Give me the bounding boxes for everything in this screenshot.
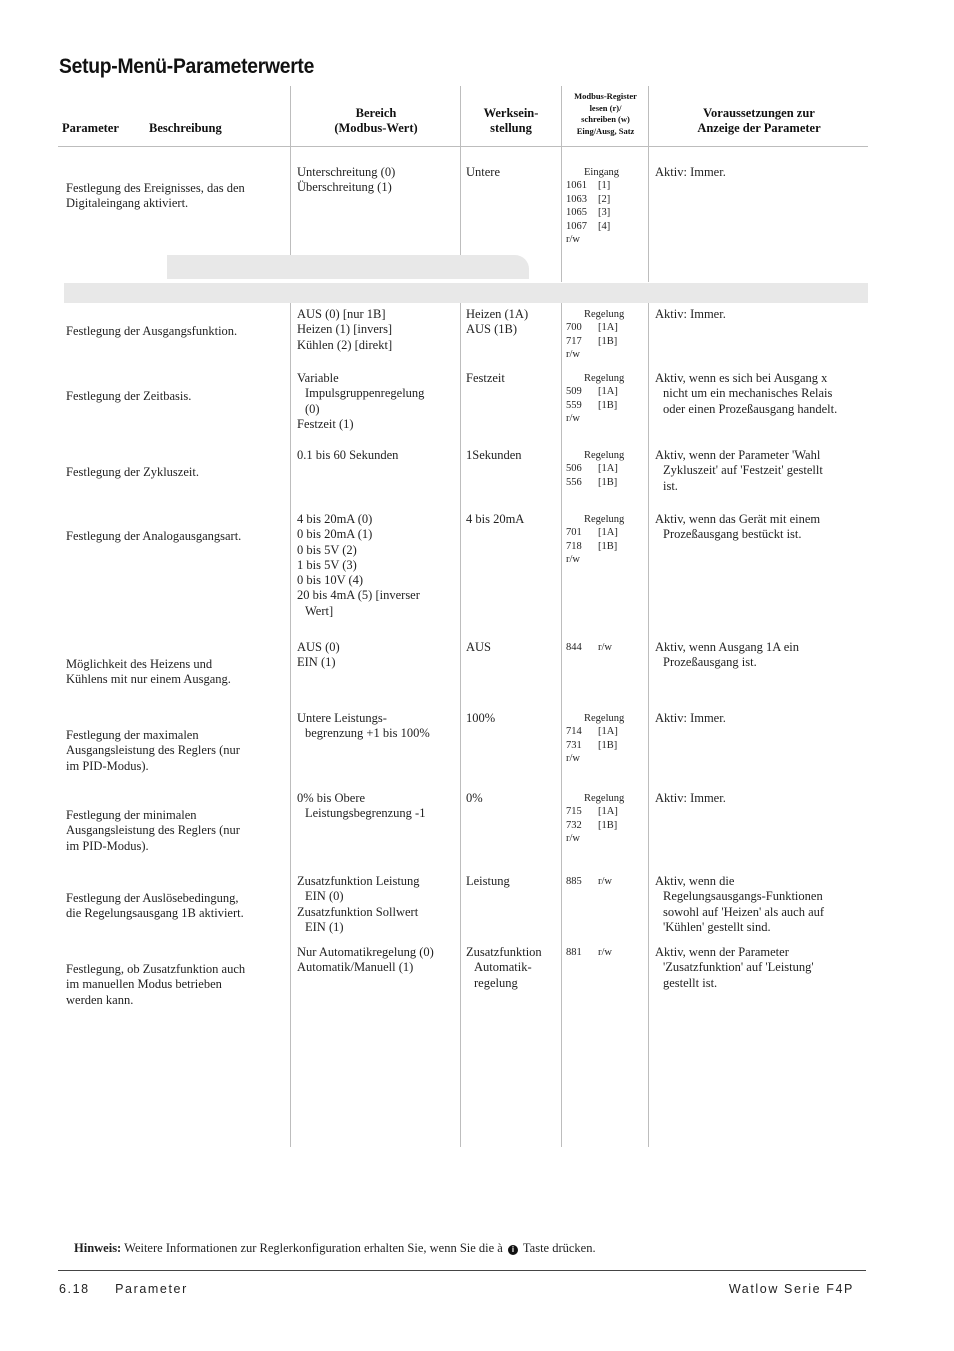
description-line: Festlegung der Ausgangsfunktion.	[66, 324, 238, 338]
condition-line: Aktiv, wenn der Parameter 'Wahl	[655, 448, 821, 462]
row-conditions	[655, 711, 867, 726]
condition-line: Zykluszeit' auf 'Festzeit' gestellt	[663, 463, 823, 478]
description-line: Festlegung der Zeitbasis.	[66, 389, 192, 403]
modbus-register	[566, 179, 646, 192]
note-label: Hinweis:	[74, 1241, 122, 1255]
modbus-group: Regelung	[584, 793, 625, 804]
condition-line: Aktiv: Immer.	[655, 165, 726, 179]
register-number: 885	[566, 876, 582, 887]
register-number: 559	[566, 399, 582, 411]
description-line: Festlegung der Analogausgangsart.	[66, 529, 242, 543]
row-modbus	[566, 166, 646, 246]
default-line: Leistung	[466, 874, 510, 888]
range-line: Zusatzfunktion Leistung	[297, 874, 420, 888]
default-line: regelung	[474, 975, 518, 990]
section-tab-placeholder	[167, 255, 529, 279]
condition-line: Aktiv, wenn der Parameter	[655, 945, 789, 959]
modbus-access: r/w	[566, 234, 580, 246]
condition-line: Aktiv, wenn das Gerät mit einem	[655, 512, 821, 526]
default-line: 1Sekunden	[466, 448, 522, 462]
register-instance: [1A]	[598, 322, 618, 334]
condition-line: Aktiv: Immer.	[655, 711, 726, 725]
modbus-register	[566, 526, 646, 539]
row-description	[66, 728, 286, 774]
row-conditions	[655, 512, 867, 543]
register-number: 700	[566, 322, 582, 334]
description-line: Festlegung, ob Zusatzfunktion auch	[66, 962, 246, 976]
range-line: 0.1 bis 60 Sekunden	[297, 448, 399, 462]
row-modbus	[566, 946, 646, 959]
modbus-access: r/w	[566, 753, 580, 765]
modbus-register	[566, 321, 646, 334]
range-line: Variable	[297, 371, 339, 385]
range-line: (0)	[305, 401, 320, 416]
modbus-register	[566, 385, 646, 398]
condition-line: 'Zusatzfunktion' auf 'Leistung'	[663, 960, 814, 975]
modbus-group: Regelung	[584, 514, 625, 525]
row-description	[66, 181, 286, 212]
modbus-register	[566, 540, 646, 553]
modbus-register	[566, 206, 646, 219]
description-line: Digitaleingang aktiviert.	[66, 196, 189, 211]
modbus-register	[566, 805, 646, 818]
header-modbus-line: Modbus-Register	[574, 91, 637, 101]
note-text: Weitere Informationen zur Reglerkonfiguration erhalten Sie, wenn Sie die à	[124, 1241, 503, 1255]
row-modbus	[566, 372, 646, 426]
header-range	[291, 106, 461, 136]
row-description	[66, 529, 286, 544]
description-line: im PID-Modus).	[66, 758, 149, 773]
header-description: Beschreibung	[149, 121, 222, 135]
register-number: 1065	[566, 207, 587, 219]
default-line: Heizen (1A)	[466, 307, 529, 321]
range-line: Wert]	[305, 603, 334, 618]
register-number: 1067	[566, 220, 587, 232]
modbus-register	[566, 739, 646, 752]
condition-line: 'Kühlen' gestellt sind.	[663, 919, 771, 934]
note	[74, 1241, 596, 1256]
header-modbus-line: Eing/Ausg, Satz	[576, 125, 635, 136]
row-conditions	[655, 640, 867, 671]
register-instance: [1A]	[598, 806, 618, 818]
header-modbus-line: lesen (r)/	[589, 102, 622, 113]
condition-line: Aktiv: Immer.	[655, 791, 726, 805]
column-divider	[460, 303, 461, 1147]
register-number: 717	[566, 335, 582, 347]
description-line: Kühlens mit nur einem Ausgang.	[66, 672, 231, 687]
register-number: 715	[566, 806, 582, 818]
row-modbus	[566, 308, 646, 362]
condition-line: Aktiv, wenn Ausgang 1A ein	[655, 640, 799, 654]
row-description	[66, 962, 286, 1008]
register-instance: [1A]	[598, 463, 618, 475]
description-line: Möglichkeit des Heizens und	[66, 657, 213, 671]
modbus-register	[566, 946, 646, 959]
row-range	[297, 165, 457, 196]
condition-line: oder einen Prozeßausgang handelt.	[663, 401, 838, 416]
register-instance: r/w	[598, 876, 612, 887]
register-number: 731	[566, 739, 582, 751]
row-range	[297, 874, 457, 935]
range-line: 1 bis 5V (3)	[297, 557, 357, 572]
register-number: 1063	[566, 193, 587, 205]
register-instance: [1B]	[598, 540, 618, 552]
range-line: EIN (1)	[305, 919, 344, 934]
range-line: Unterschreitung (0)	[297, 165, 396, 179]
register-instance: r/w	[598, 947, 612, 958]
row-conditions	[655, 945, 867, 991]
section-band	[64, 283, 868, 303]
range-line: Untere Leistungs-	[297, 711, 387, 725]
header-conditions	[649, 106, 869, 136]
row-description	[66, 891, 286, 922]
range-line: 0 bis 5V (2)	[297, 542, 357, 557]
description-line: Festlegung des Ereignisses, das den	[66, 181, 245, 195]
row-conditions	[655, 791, 867, 806]
default-line: Festzeit	[466, 371, 505, 385]
description-line: Festlegung der maximalen	[66, 728, 199, 742]
modbus-register	[566, 875, 646, 888]
register-instance: [1]	[598, 180, 611, 192]
modbus-access: r/w	[566, 413, 580, 425]
register-number: 506	[566, 463, 582, 475]
column-divider	[290, 303, 291, 1147]
range-line: Nur Automatikregelung (0)	[297, 945, 434, 959]
register-instance: [4]	[598, 220, 611, 232]
range-line: Impulsgruppenregelung	[305, 386, 425, 401]
register-instance: [2]	[598, 193, 611, 205]
register-instance: [1A]	[598, 386, 618, 398]
row-default	[466, 371, 561, 386]
header-modbus-line: schreiben (w)	[581, 114, 630, 124]
description-line: die Regelungsausgang 1B aktiviert.	[66, 906, 244, 921]
row-range	[297, 448, 457, 463]
register-instance: [1B]	[598, 335, 618, 347]
description-line: werden kann.	[66, 992, 134, 1007]
condition-line: Aktiv, wenn es sich bei Ausgang x	[655, 371, 828, 385]
register-number: 714	[566, 726, 582, 738]
header-default-line: Werksein-	[483, 106, 539, 120]
modbus-group: Regelung	[584, 373, 625, 384]
footer-left: 6.18 Parameter	[59, 1282, 188, 1296]
register-number: 718	[566, 540, 582, 552]
info-icon: i	[508, 1245, 518, 1255]
modbus-group: Eingang	[584, 167, 619, 178]
header-parameter: Parameter	[62, 121, 119, 135]
modbus-register	[566, 462, 646, 475]
condition-line: Aktiv, wenn die	[655, 874, 735, 888]
register-instance: [3]	[598, 207, 611, 219]
description-line: Festlegung der minimalen	[66, 808, 197, 822]
condition-line: Prozeßausgang ist.	[663, 655, 757, 670]
register-instance: [1B]	[598, 399, 618, 411]
register-instance: [1B]	[598, 819, 618, 831]
row-range	[297, 640, 457, 671]
row-default	[466, 874, 561, 889]
condition-line: nicht um ein mechanisches Relais	[663, 386, 833, 401]
row-range	[297, 371, 457, 432]
row-range	[297, 307, 457, 353]
range-line: Automatik/Manuell (1)	[297, 960, 414, 975]
row-range	[297, 512, 457, 619]
register-instance: r/w	[598, 642, 612, 653]
range-line: EIN (0)	[305, 889, 344, 904]
modbus-access: r/w	[566, 833, 580, 845]
range-line: begrenzung +1 bis 100%	[305, 726, 430, 741]
default-line: Untere	[466, 165, 501, 179]
modbus-access: r/w	[566, 349, 580, 361]
register-number: 556	[566, 476, 582, 488]
modbus-register	[566, 335, 646, 348]
row-modbus	[566, 792, 646, 846]
modbus-group: Regelung	[584, 450, 625, 461]
header-default	[461, 106, 561, 136]
modbus-register	[566, 220, 646, 233]
row-default	[466, 307, 561, 338]
description-line: Festlegung der Zykluszeit.	[66, 465, 199, 479]
header-default-line: stellung	[490, 121, 532, 135]
header-modbus	[562, 91, 649, 137]
modbus-register	[566, 725, 646, 738]
default-line: 0%	[466, 791, 483, 805]
row-modbus	[566, 513, 646, 567]
row-description	[66, 657, 286, 688]
header-range-line: (Modbus-Wert)	[334, 121, 418, 135]
row-description	[66, 808, 286, 854]
header-range-line: Bereich	[355, 106, 397, 120]
modbus-group: Regelung	[584, 309, 625, 320]
register-number: 732	[566, 819, 582, 831]
default-line: Automatik-	[474, 960, 532, 975]
header-conditions-line: Voraussetzungen zur	[703, 106, 815, 120]
range-line: EIN (1)	[297, 655, 336, 670]
register-number: 1061	[566, 180, 587, 192]
row-modbus	[566, 641, 646, 654]
header-divider	[58, 146, 868, 147]
range-line: 20 bis 4mA (5) [inverser	[297, 588, 420, 603]
register-number: 881	[566, 947, 582, 958]
row-range	[297, 945, 457, 976]
row-range	[297, 791, 457, 822]
condition-line: Prozeßausgang bestückt ist.	[663, 527, 802, 542]
range-line: AUS (0) [nur 1B]	[297, 307, 386, 321]
modbus-access: r/w	[566, 554, 580, 566]
row-description	[66, 389, 286, 404]
range-line: Heizen (1) [invers]	[297, 322, 393, 337]
description-line: Ausgangsleistung des Reglers (nur	[66, 743, 240, 758]
footer-right: Watlow Serie F4P	[728, 1282, 854, 1296]
range-line: 0 bis 10V (4)	[297, 573, 364, 588]
header-conditions-line: Anzeige der Parameter	[697, 121, 821, 135]
description-line: im manuellen Modus betrieben	[66, 977, 222, 992]
register-number: 844	[566, 642, 582, 653]
row-modbus	[566, 875, 646, 888]
row-modbus	[566, 712, 646, 766]
description-line: im PID-Modus).	[66, 838, 149, 853]
row-default	[466, 711, 561, 726]
register-instance: [1B]	[598, 476, 618, 488]
range-line: AUS (0)	[297, 640, 340, 654]
range-line: Überschreitung (1)	[297, 180, 392, 195]
modbus-register	[566, 819, 646, 832]
range-line: 0% bis Obere	[297, 791, 366, 805]
modbus-register	[566, 476, 646, 489]
modbus-group: Regelung	[584, 713, 625, 724]
modbus-register	[566, 641, 646, 654]
row-conditions	[655, 165, 867, 180]
row-default	[466, 448, 561, 463]
row-default	[466, 512, 561, 527]
range-line: Festzeit (1)	[297, 416, 354, 431]
column-divider	[648, 303, 649, 1147]
register-instance: [1A]	[598, 726, 618, 738]
row-default	[466, 165, 561, 180]
register-number: 509	[566, 386, 582, 398]
register-number: 701	[566, 527, 582, 539]
register-instance: [1B]	[598, 739, 618, 751]
row-conditions	[655, 874, 867, 935]
column-divider	[561, 303, 562, 1147]
note-text-after: Taste drücken.	[522, 1241, 596, 1255]
range-line: Leistungsbegrenzung -1	[305, 806, 426, 821]
range-line: Zusatzfunktion Sollwert	[297, 904, 419, 919]
condition-line: Regelungsausgangs-Funktionen	[663, 889, 823, 904]
page-title: Setup-Menü-Parameterwerte	[59, 55, 315, 78]
description-line: Festlegung der Auslösebedingung,	[66, 891, 239, 905]
row-range	[297, 711, 457, 742]
default-line: 100%	[466, 711, 496, 725]
condition-line: sowohl auf 'Heizen' als auch auf	[663, 904, 825, 919]
row-modbus	[566, 449, 646, 489]
row-description	[66, 324, 286, 339]
footer-rule	[58, 1270, 866, 1271]
description-line: Ausgangsleistung des Reglers (nur	[66, 823, 240, 838]
row-conditions	[655, 307, 867, 322]
range-line: 0 bis 20mA (1)	[297, 527, 373, 542]
condition-line: Aktiv: Immer.	[655, 307, 726, 321]
modbus-register	[566, 193, 646, 206]
register-instance: [1A]	[598, 527, 618, 539]
range-line: 4 bis 20mA (0)	[297, 512, 373, 526]
default-line: AUS (1B)	[466, 322, 518, 337]
modbus-register	[566, 399, 646, 412]
default-line: 4 bis 20mA	[466, 512, 525, 526]
row-default	[466, 791, 561, 806]
default-line: AUS	[466, 640, 492, 654]
row-conditions	[655, 371, 867, 417]
default-line: Zusatzfunktion	[466, 945, 542, 959]
condition-line: ist.	[663, 478, 678, 493]
condition-line: gestellt ist.	[663, 975, 718, 990]
row-description	[66, 465, 286, 480]
row-default	[466, 945, 561, 991]
row-conditions	[655, 448, 867, 494]
range-line: Kühlen (2) [direkt]	[297, 337, 393, 352]
row-default	[466, 640, 561, 655]
